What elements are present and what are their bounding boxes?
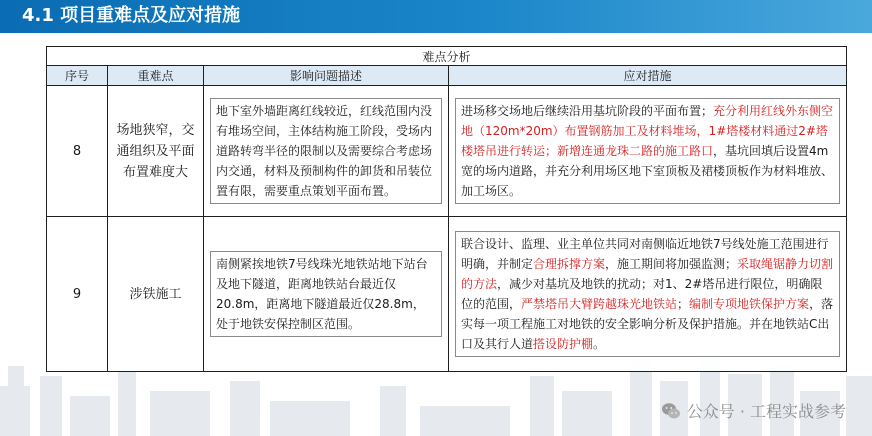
row-number: 9 — [47, 217, 108, 372]
column-header-key: 重难点 — [108, 66, 204, 86]
column-header-no: 序号 — [47, 66, 108, 86]
highlighted-measure-text: 新增连通龙珠二路的施工路口 — [557, 144, 714, 158]
column-header-impact: 影响问题描述 — [204, 66, 449, 86]
measure-text: ； — [677, 297, 690, 311]
impact-description: 地下室外墙距离红线较近，红线范围内没有堆场空间，主体结构施工阶段，受场内道路转弯半径的限制以及需要综合考虑场内交通，材料及预制构件的卸货和吊装位置有限，需要重点策划平面布置。 — [210, 98, 442, 204]
watermark-text: 公众号 · 工程实战参考 — [686, 402, 846, 421]
highlighted-measure-text: 搭设防护棚 — [533, 337, 594, 351]
table-caption-row — [47, 47, 847, 66]
row-number: 8 — [47, 86, 108, 217]
impact-cell — [204, 217, 449, 372]
measure-text: 。 — [593, 337, 606, 351]
impact-cell — [204, 86, 449, 217]
measure-text: ，减少对基坑及地铁的扰动；对1、2#塔吊进行限位，明确限位的范围， — [461, 277, 823, 311]
wechat-icon — [661, 401, 681, 421]
row-difficulty: 场地狭窄，交通组织及平面布置难度大 — [108, 86, 204, 217]
measure-text: ，基坑回填后设置4m宽的场内道路，并充分利用场区地下室顶板及裙楼顶板作为材料堆放、加工场区。 — [461, 144, 834, 198]
table-row — [47, 217, 847, 372]
measure-cell — [449, 217, 847, 372]
title-bar — [0, 0, 872, 33]
impact-description: 南侧紧挨地铁7号线珠光地铁站地下站台及地下隧道，距离地铁站台最近仅20.8m，距离地下隧道最近仅28.8m，处于地铁安保控制区范围。 — [210, 251, 442, 337]
highlighted-measure-text: 充分利用红线外东侧空地（120m*20m）布置钢筋加工及材料堆场，1#塔楼材料通过2#塔楼塔吊进行转运； — [461, 104, 834, 158]
measure-text: ，施工期间将加强监测； — [605, 257, 738, 271]
table-caption: 难点分析 — [47, 47, 847, 66]
measure-description — [455, 231, 840, 357]
page-title: 4.1 项目重难点及应对措施 — [22, 5, 241, 26]
measure-text: ，落实每一项工程施工对地铁的安全影响分析及保护措施。并在地铁站C出口及其行人道 — [461, 297, 834, 351]
highlighted-measure-text: 编制专项地铁保护方案 — [689, 297, 810, 311]
measure-cell — [449, 86, 847, 217]
table-header-row — [47, 66, 847, 86]
measure-text: 联合设计、监理、业主单位共同对南侧临近地铁7号线处施工范围进行明确，并制定 — [461, 237, 829, 271]
watermark — [661, 399, 846, 422]
row-difficulty: 涉铁施工 — [108, 217, 204, 372]
difficulty-analysis-table — [46, 46, 847, 372]
highlighted-measure-text: 严禁塔吊大臂跨越珠光地铁站 — [521, 297, 678, 311]
measure-description — [455, 98, 840, 204]
table-row — [47, 86, 847, 217]
highlighted-measure-text: 采取绳锯静力切割的方法 — [461, 257, 834, 291]
measure-text: 进场移交场地后继续沿用基坑阶段的平面布置； — [461, 104, 714, 118]
column-header-measure: 应对措施 — [449, 66, 847, 86]
highlighted-measure-text: 合理拆撑方案 — [533, 257, 606, 271]
